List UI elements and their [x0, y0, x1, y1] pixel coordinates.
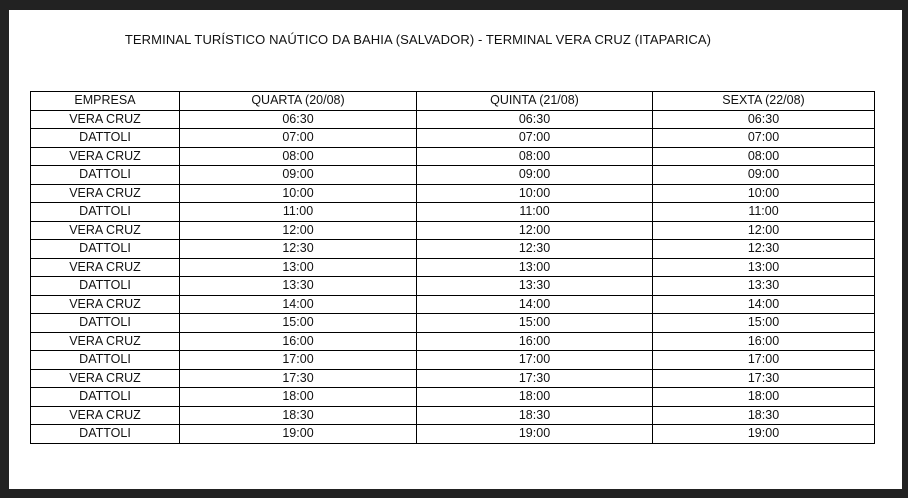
table-row [31, 240, 875, 259]
time-cell: 07:00 [180, 129, 417, 148]
time-cell: 16:00 [417, 332, 653, 351]
time-cell: 11:00 [653, 203, 875, 222]
time-cell: 15:00 [417, 314, 653, 333]
table-row [31, 351, 875, 370]
empresa-cell: VERA CRUZ [31, 295, 180, 314]
time-cell: 07:00 [417, 129, 653, 148]
time-cell: 11:00 [417, 203, 653, 222]
table-row [31, 258, 875, 277]
table-row [31, 369, 875, 388]
time-cell: 09:00 [180, 166, 417, 185]
time-cell: 09:00 [417, 166, 653, 185]
time-cell: 16:00 [180, 332, 417, 351]
time-cell: 18:00 [180, 388, 417, 407]
time-cell: 08:00 [417, 147, 653, 166]
table-row [31, 295, 875, 314]
time-cell: 15:00 [180, 314, 417, 333]
time-cell: 06:30 [417, 110, 653, 129]
table-row [31, 110, 875, 129]
time-cell: 12:00 [417, 221, 653, 240]
time-cell: 11:00 [180, 203, 417, 222]
header-quinta: QUINTA (21/08) [417, 92, 653, 111]
empresa-cell: VERA CRUZ [31, 369, 180, 388]
table-row [31, 406, 875, 425]
table-header-row [31, 92, 875, 111]
time-cell: 10:00 [417, 184, 653, 203]
time-cell: 15:00 [653, 314, 875, 333]
time-cell: 10:00 [180, 184, 417, 203]
empresa-cell: VERA CRUZ [31, 332, 180, 351]
time-cell: 09:00 [653, 166, 875, 185]
time-cell: 12:30 [180, 240, 417, 259]
time-cell: 12:00 [180, 221, 417, 240]
table-row [31, 129, 875, 148]
empresa-cell: DATTOLI [31, 388, 180, 407]
table-row [31, 388, 875, 407]
empresa-cell: DATTOLI [31, 129, 180, 148]
time-cell: 12:30 [653, 240, 875, 259]
table-row [31, 221, 875, 240]
empresa-cell: VERA CRUZ [31, 147, 180, 166]
time-cell: 17:30 [417, 369, 653, 388]
empresa-cell: DATTOLI [31, 203, 180, 222]
time-cell: 18:30 [653, 406, 875, 425]
empresa-cell: DATTOLI [31, 314, 180, 333]
time-cell: 17:30 [653, 369, 875, 388]
empresa-cell: VERA CRUZ [31, 406, 180, 425]
time-cell: 14:00 [180, 295, 417, 314]
empresa-cell: DATTOLI [31, 166, 180, 185]
time-cell: 17:00 [653, 351, 875, 370]
empresa-cell: VERA CRUZ [31, 221, 180, 240]
time-cell: 08:00 [653, 147, 875, 166]
time-cell: 12:30 [417, 240, 653, 259]
empresa-cell: DATTOLI [31, 425, 180, 444]
time-cell: 18:00 [417, 388, 653, 407]
header-empresa: EMPRESA [31, 92, 180, 111]
time-cell: 18:30 [180, 406, 417, 425]
empresa-cell: DATTOLI [31, 240, 180, 259]
table-row [31, 184, 875, 203]
document-page [9, 10, 902, 489]
time-cell: 18:00 [653, 388, 875, 407]
empresa-cell: VERA CRUZ [31, 110, 180, 129]
table-row [31, 314, 875, 333]
time-cell: 19:00 [180, 425, 417, 444]
time-cell: 18:30 [417, 406, 653, 425]
time-cell: 07:00 [653, 129, 875, 148]
time-cell: 19:00 [653, 425, 875, 444]
header-quarta: QUARTA (20/08) [180, 92, 417, 111]
empresa-cell: VERA CRUZ [31, 258, 180, 277]
table-row [31, 147, 875, 166]
page-title: TERMINAL TURÍSTICO NAÚTICO DA BAHIA (SALVADOR) - TERMINAL VERA CRUZ (ITAPARICA) [124, 32, 712, 47]
time-cell: 17:00 [417, 351, 653, 370]
time-cell: 14:00 [417, 295, 653, 314]
time-cell: 14:00 [653, 295, 875, 314]
time-cell: 17:30 [180, 369, 417, 388]
table-row [31, 332, 875, 351]
time-cell: 10:00 [653, 184, 875, 203]
table-row [31, 425, 875, 444]
ferry-schedule-table [30, 91, 875, 444]
empresa-cell: VERA CRUZ [31, 184, 180, 203]
header-sexta: SEXTA (22/08) [653, 92, 875, 111]
time-cell: 13:30 [417, 277, 653, 296]
time-cell: 06:30 [180, 110, 417, 129]
time-cell: 13:30 [180, 277, 417, 296]
table-row [31, 277, 875, 296]
time-cell: 13:00 [653, 258, 875, 277]
time-cell: 12:00 [653, 221, 875, 240]
time-cell: 13:30 [653, 277, 875, 296]
table-row [31, 203, 875, 222]
table-row [31, 166, 875, 185]
time-cell: 13:00 [417, 258, 653, 277]
time-cell: 13:00 [180, 258, 417, 277]
time-cell: 17:00 [180, 351, 417, 370]
empresa-cell: DATTOLI [31, 351, 180, 370]
empresa-cell: DATTOLI [31, 277, 180, 296]
time-cell: 16:00 [653, 332, 875, 351]
time-cell: 19:00 [417, 425, 653, 444]
time-cell: 06:30 [653, 110, 875, 129]
time-cell: 08:00 [180, 147, 417, 166]
